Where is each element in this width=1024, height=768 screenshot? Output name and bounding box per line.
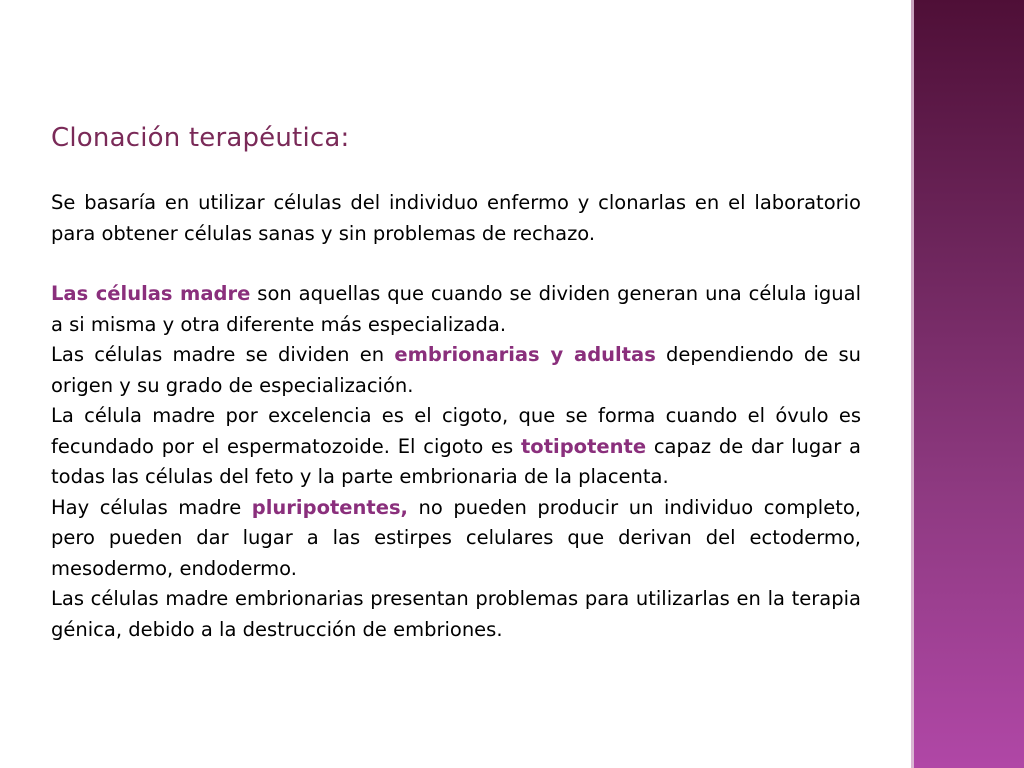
decorative-side-bar	[911, 0, 1024, 768]
slide-content	[51, 118, 861, 645]
paragraph-pluripotent-before: Hay células madre	[51, 495, 252, 519]
side-bar-edge	[911, 0, 914, 768]
highlight-stem-cells: Las células madre	[51, 282, 251, 305]
paragraph-stem-cells-text: son aquellas que cuando se dividen generan una célula igual a si misma y otra diferente más especializada.	[51, 282, 861, 336]
paragraph-gap	[51, 249, 861, 279]
paragraph-types-after: dependiendo de su origen y su grado de especialización.	[51, 343, 861, 397]
paragraph-embryonic-problems: Las células madre embrionarias presentan problemas para utilizarlas en la terapia génica, debido a la destrucción de embriones.	[51, 587, 861, 641]
paragraph-stem-cell-types	[51, 340, 861, 401]
paragraph-zygote-before: La célula madre por excelencia es el cigoto, que se forma cuando el óvulo es fecundado por el espermatozoide. El cigoto es	[51, 404, 861, 458]
paragraph-pluripotent-after: no pueden producir un individuo completo, pero pueden dar lugar a las estirpes celulares que derivan del ectodermo, mesodermo, endodermo.	[51, 495, 861, 580]
highlight-pluripotent: pluripotentes,	[251, 495, 408, 519]
highlight-embryonic-adult: embrionarias y adultas	[394, 343, 656, 366]
paragraph-types-before: Las células madre se dividen en	[51, 343, 395, 366]
paragraph-stem-cells	[51, 279, 861, 340]
paragraph-pluripotent	[51, 493, 861, 585]
paragraph-zygote	[51, 401, 861, 493]
paragraph-cloning-definition: Se basaría en utilizar células del individuo enfermo y clonarlas en el laboratorio para obtener células sanas y sin problemas de rechazo.	[51, 191, 861, 245]
slide-title: Clonación terapéutica:	[51, 123, 350, 153]
highlight-totipotent: totipotente	[520, 434, 647, 458]
paragraph-zygote-after: capaz de dar lugar a todas las células del feto y la parte embrionaria de la placenta.	[51, 434, 861, 488]
